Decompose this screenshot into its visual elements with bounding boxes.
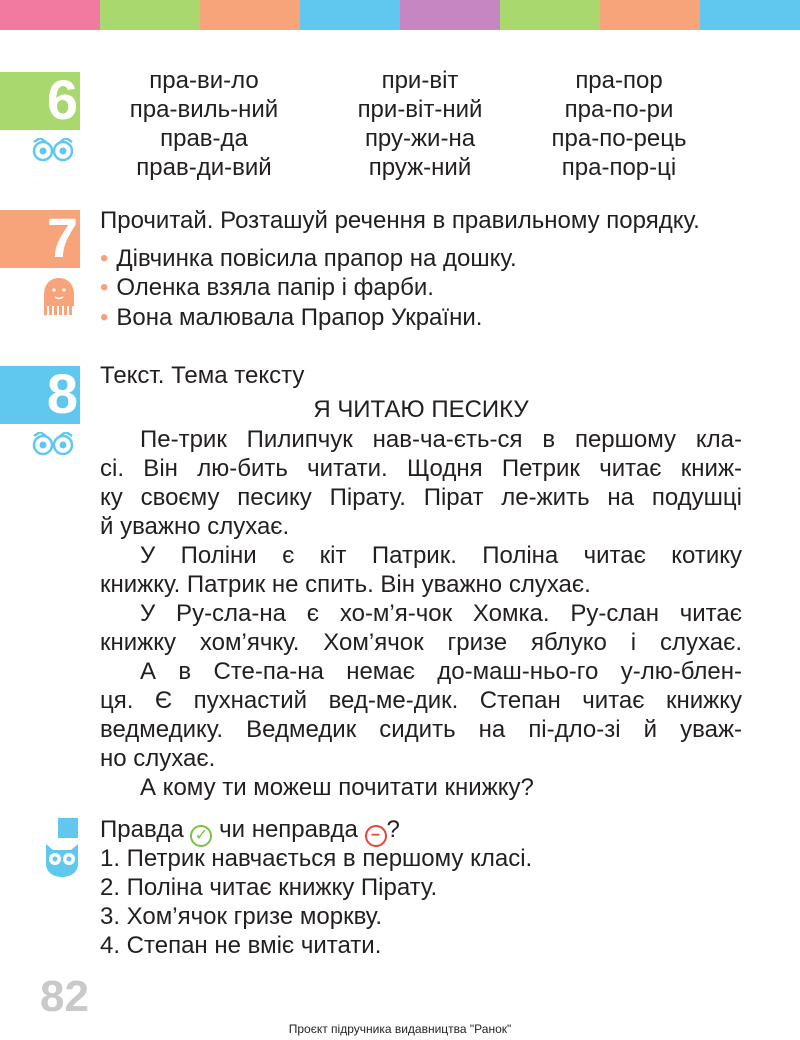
color-stripe-segment: [300, 0, 400, 30]
page-number: 82: [40, 972, 89, 1021]
bullet-dot-icon: •: [100, 245, 109, 272]
exercise-8-number: 8: [46, 362, 78, 425]
syllable-word: пра-по-ри: [564, 96, 674, 123]
word-column-1: [104, 66, 304, 182]
quiz-item: 4. Степан не вміє читати.: [100, 932, 382, 959]
sentence-item: • Вона малювала Прапор України.: [100, 304, 483, 331]
story-line: ця. Є пухнастий вед-ме-дик. Степан читає книжку: [100, 687, 742, 714]
syllable-word: при-віт-ний: [357, 96, 483, 123]
syllable-word: прав-ди-вий: [136, 154, 272, 181]
exercise-7-instruction: Прочитай. Розташуй речення в правильному порядку.: [100, 207, 700, 234]
color-stripe-segment: [0, 0, 100, 30]
syllable-word: пра-пор-ці: [561, 154, 677, 181]
story-line: У Поліни є кіт Патрик. Поліна читає котику: [140, 542, 742, 569]
syllable-word: пру-жи-на: [364, 125, 476, 152]
owl-eyes-icon: [30, 138, 76, 162]
story-line: й уважно слухає.: [100, 513, 290, 540]
syllable-word: при-віт: [381, 67, 459, 94]
color-stripe-segment: [500, 0, 600, 30]
story-line: ведмедику. Ведмедик сидить на пі-дло-зі й уваж-: [100, 716, 742, 743]
exercise-8-heading: Текст. Тема тексту: [100, 362, 305, 389]
story-line: книжку. Патрик не спить. Він уважно слухає.: [100, 571, 591, 598]
story-line: А кому ти можеш почитати книжку?: [140, 774, 534, 801]
story-line: но слухає.: [100, 745, 216, 772]
word-column-3: [519, 66, 719, 182]
sentence-item: • Оленка взяла папір і фарби.: [100, 274, 434, 301]
quiz-item: 2. Поліна читає книжку Пірату.: [100, 874, 438, 901]
exercise-6-number: 6: [46, 68, 78, 131]
story-line: ку своєму песику Пірату. Пірат ле-жить на подушці: [100, 484, 742, 511]
sentence-item: • Дівчинка повісила прапор на дошку.: [100, 245, 517, 272]
quiz-prompt: Правда ✓ чи неправда − ?: [100, 815, 400, 847]
syllable-word: прав-да: [160, 125, 248, 152]
quiz-square-icon: [58, 818, 78, 838]
exercise-7-badge: [0, 206, 80, 269]
color-stripe-segment: [700, 0, 800, 30]
syllable-word: пра-по-рець: [551, 125, 687, 152]
syllable-word: пра-ви-ло: [149, 67, 259, 94]
owl-eyes-icon: [30, 432, 76, 456]
exercise-8-badge: [0, 362, 80, 425]
owl-icon: [44, 842, 80, 878]
syllable-word: пруж-ний: [368, 154, 472, 181]
bullet-dot-icon: •: [100, 274, 109, 301]
exercise-6-badge: [0, 68, 80, 131]
story-line: Пе-трик Пилипчук нав-ча-єть-ся в першому кла-: [140, 426, 742, 453]
color-stripe-segment: [600, 0, 700, 30]
footer-note: Проєкт підручника видавництва "Ранок": [288, 1022, 512, 1036]
word-column-2: [320, 66, 520, 182]
exercise-7-number: 7: [46, 206, 78, 269]
story-line: книжку хом’ячку. Хом’ячок гризе яблуко і слухає.: [100, 629, 742, 656]
story-line: сі. Він лю-бить читати. Щодня Петрик читає книж-: [100, 455, 742, 482]
quiz-item: 1. Петрик навчається в першому класі.: [100, 845, 533, 872]
story-line: А в Сте-па-на немає до-маш-ньо-го у-лю-блен-: [140, 658, 742, 685]
story-title: Я ЧИТАЮ ПЕСИКУ: [313, 396, 529, 423]
syllable-word: пра-пор: [575, 67, 663, 94]
syllable-word: пра-виль-ний: [129, 96, 279, 123]
story-line: У Ру-сла-на є хо-м’я-чок Хомка. Ру-слан читає: [140, 600, 742, 627]
bullet-dot-icon: •: [100, 304, 109, 331]
color-stripe-segment: [400, 0, 500, 30]
color-stripe-segment: [100, 0, 200, 30]
color-stripe-header: [0, 0, 800, 30]
check-circle-icon: ✓: [190, 825, 212, 847]
minus-circle-icon: −: [365, 825, 387, 847]
octopus-icon: [42, 276, 76, 316]
color-stripe-segment: [200, 0, 300, 30]
quiz-item: 3. Хом’ячок гризе моркву.: [100, 903, 383, 930]
